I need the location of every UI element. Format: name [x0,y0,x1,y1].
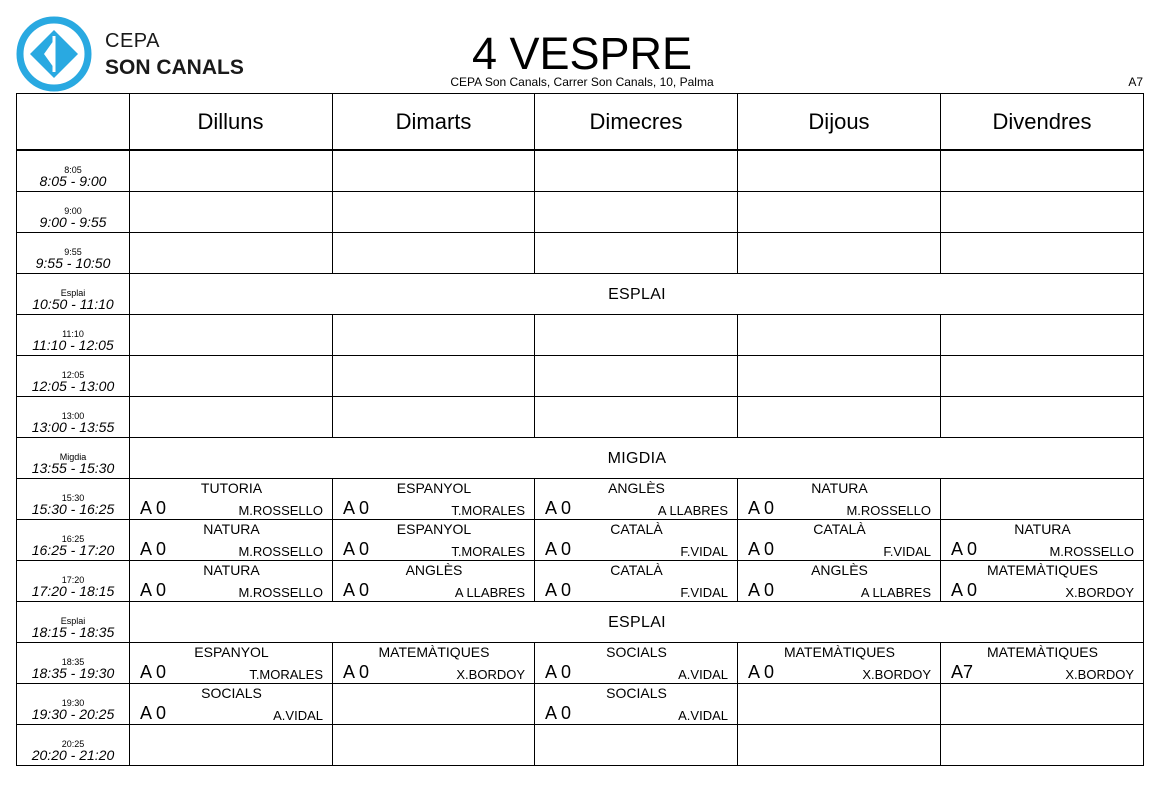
time-slot-start: 9:00 [64,206,82,216]
time-slot-range: 9:55 - 10:50 [35,255,111,271]
class-cell [130,520,333,561]
school-address: CEPA Son Canals, Carrer Son Canals, 10, Palma [450,75,714,89]
column-divider [534,315,535,356]
class-cell [333,643,535,684]
class-subject: CATALÀ [610,521,663,537]
class-teacher: F.VIDAL [883,544,931,559]
class-cell [738,643,941,684]
class-cell [130,684,333,725]
day-header: Dimecres [534,94,737,150]
class-subject: SOCIALS [606,685,667,701]
row-divider [17,355,1143,356]
time-slot [17,274,129,315]
class-cell [333,561,535,602]
time-slot [17,602,129,643]
column-divider [332,192,333,233]
class-teacher: F.VIDAL [680,585,728,600]
class-room: A 0 [140,498,167,518]
time-slot-start: Migdia [59,452,87,462]
class-teacher: M.ROSSELLO [846,503,931,518]
class-subject: ANGLÈS [608,480,665,496]
class-room: A 0 [748,498,775,518]
class-teacher: T.MORALES [249,667,323,682]
column-divider [737,192,738,233]
day-header: Divendres [940,94,1143,150]
header-divider [17,149,1143,151]
column-divider [737,356,738,397]
class-room: A 0 [545,580,572,600]
class-teacher: X.BORDOY [862,667,931,682]
class-subject: NATURA [811,480,868,496]
column-divider [332,151,333,192]
class-teacher: A.VIDAL [678,667,728,682]
column-divider [534,725,535,766]
class-teacher: X.BORDOY [456,667,525,682]
class-subject: CATALÀ [813,521,866,537]
class-cell [535,520,738,561]
time-slot [17,520,129,561]
time-slot [17,438,129,479]
time-slot-range: 20:20 - 21:20 [31,747,115,763]
column-divider [332,356,333,397]
break-row: MIGDIA [607,450,667,467]
row-divider [17,232,1143,233]
row-divider [17,191,1143,192]
class-cell [535,643,738,684]
time-slot-range: 18:35 - 19:30 [31,665,115,681]
time-slot-range: 18:15 - 18:35 [31,624,115,640]
class-room: A 0 [343,662,370,682]
class-room: A 0 [545,498,572,518]
class-cell [738,520,941,561]
class-teacher: M.ROSSELLO [238,544,323,559]
column-divider [940,356,941,397]
class-subject: MATEMÀTIQUES [378,644,490,660]
class-cell [130,479,333,520]
class-teacher: M.ROSSELLO [238,585,323,600]
class-teacher: M.ROSSELLO [1049,544,1134,559]
column-divider [940,192,941,233]
class-cell [333,479,535,520]
column-divider [534,192,535,233]
time-slot-start: 13:00 [61,411,85,421]
column-divider [940,233,941,274]
time-slot [17,725,129,766]
time-slot [17,684,129,725]
time-slot-range: 15:30 - 16:25 [31,501,115,517]
page-title: 4 VESPRE [471,28,693,79]
column-divider [534,397,535,438]
class-subject: ANGLÈS [811,562,868,578]
day-header: Dimarts [332,94,534,150]
column-divider [940,397,941,438]
time-slot-start: 16:25 [61,534,85,544]
class-teacher: T.MORALES [451,503,525,518]
class-subject: CATALÀ [610,562,663,578]
class-cell [535,479,738,520]
column-divider [737,725,738,766]
time-slot [17,397,129,438]
class-cell [130,561,333,602]
class-cell [738,479,941,520]
class-teacher: M.ROSSELLO [238,503,323,518]
class-room: A 0 [951,539,978,559]
time-slot-start: 8:05 [64,165,82,175]
column-divider [940,315,941,356]
class-subject: MATEMÀTIQUES [784,644,895,660]
time-slot [17,356,129,397]
time-slot-start: 19:30 [61,698,85,708]
class-subject: MATEMÀTIQUES [987,562,1098,578]
class-cell [941,643,1144,684]
class-cell [941,520,1144,561]
row-divider [17,314,1143,315]
timetable [16,93,1144,766]
day-header: Dijous [737,94,940,150]
class-cell [941,561,1144,602]
class-cell [535,684,738,725]
column-divider [534,233,535,274]
column-divider [332,315,333,356]
class-room: A 0 [748,580,775,600]
class-room: A 0 [545,703,572,723]
class-room: A 0 [140,580,167,600]
class-teacher: A.VIDAL [273,708,323,723]
time-slot-range: 9:00 - 9:55 [39,214,107,230]
class-room: A 0 [748,662,775,682]
time-slot-range: 19:30 - 20:25 [31,706,115,722]
time-slot-range: 11:10 - 12:05 [32,337,114,353]
class-room: A 0 [748,539,775,559]
row-divider [17,396,1143,397]
time-slot-range: 8:05 - 9:00 [39,173,107,189]
time-slot-start: 17:20 [61,575,85,585]
column-divider [332,397,333,438]
class-room: A 0 [140,703,167,723]
class-cell [130,643,333,684]
class-subject: ESPANYOL [194,644,269,660]
column-divider [737,233,738,274]
column-divider [737,315,738,356]
class-cell [333,520,535,561]
logo-text-bottom: SON CANALS [105,56,244,79]
class-subject: ANGLÈS [405,562,463,578]
time-slot [17,192,129,233]
class-subject: NATURA [203,521,260,537]
break-row: ESPLAI [608,614,666,631]
row-divider [17,724,1143,725]
time-slot [17,561,129,602]
time-slot [17,643,129,684]
class-subject: NATURA [203,562,260,578]
class-subject: TUTORIA [200,480,263,496]
time-slot-start: 9:55 [64,247,82,257]
column-divider [940,684,941,725]
class-room: A 0 [545,539,572,559]
class-teacher: A LLABRES [657,503,728,518]
column-divider [940,151,941,192]
time-slot-start: Esplai [60,616,86,626]
column-divider [534,356,535,397]
class-teacher: A LLABRES [454,585,525,600]
time-slot-start: Esplai [60,288,86,298]
column-divider [332,725,333,766]
column-divider [940,725,941,766]
time-slot [17,151,129,192]
day-header: Dilluns [197,109,264,134]
class-room: A 0 [951,580,978,600]
class-teacher: X.BORDOY [1065,585,1134,600]
class-teacher: T.MORALES [451,544,525,559]
time-slot [17,479,129,520]
class-subject: ESPANYOL [396,521,472,537]
time-slot-start: 12:05 [61,370,85,380]
class-room: A 0 [140,662,167,682]
time-slot-range: 16:25 - 17:20 [31,542,115,558]
time-slot-start: 18:35 [61,657,85,667]
column-divider [737,397,738,438]
column-divider [534,151,535,192]
time-slot-range: 10:50 - 11:10 [32,296,114,312]
class-room: A 0 [343,539,370,559]
column-divider [332,233,333,274]
class-room: A 0 [343,498,370,518]
time-slot-start: 11:10 [62,329,84,339]
column-divider [737,151,738,192]
room-code: A7 [1128,75,1143,89]
class-subject: ESPANYOL [396,480,472,496]
break-row: ESPLAI [608,286,666,303]
class-teacher: X.BORDOY [1065,667,1134,682]
class-subject: SOCIALS [606,644,667,660]
class-cell [535,561,738,602]
logo-text-top: CEPA [105,30,160,52]
time-slot-start: 20:25 [61,739,85,749]
time-slot-range: 13:55 - 15:30 [31,460,115,476]
class-subject: SOCIALS [201,685,262,701]
class-room: A 0 [140,539,167,559]
time-slot [17,233,129,274]
class-subject: MATEMÀTIQUES [987,644,1098,660]
time-slot-range: 13:00 - 13:55 [31,419,115,435]
class-room: A 0 [545,662,572,682]
class-teacher: F.VIDAL [680,544,728,559]
time-slot-range: 17:20 - 18:15 [31,583,115,599]
class-teacher: A LLABRES [860,585,931,600]
class-subject: NATURA [1014,521,1071,537]
time-slot [17,315,129,356]
class-room: A7 [951,662,974,682]
class-teacher: A.VIDAL [678,708,728,723]
time-slot-start: 15:30 [61,493,85,503]
time-slot-range: 12:05 - 13:00 [31,378,115,394]
class-room: A 0 [343,580,370,600]
class-cell [738,561,941,602]
